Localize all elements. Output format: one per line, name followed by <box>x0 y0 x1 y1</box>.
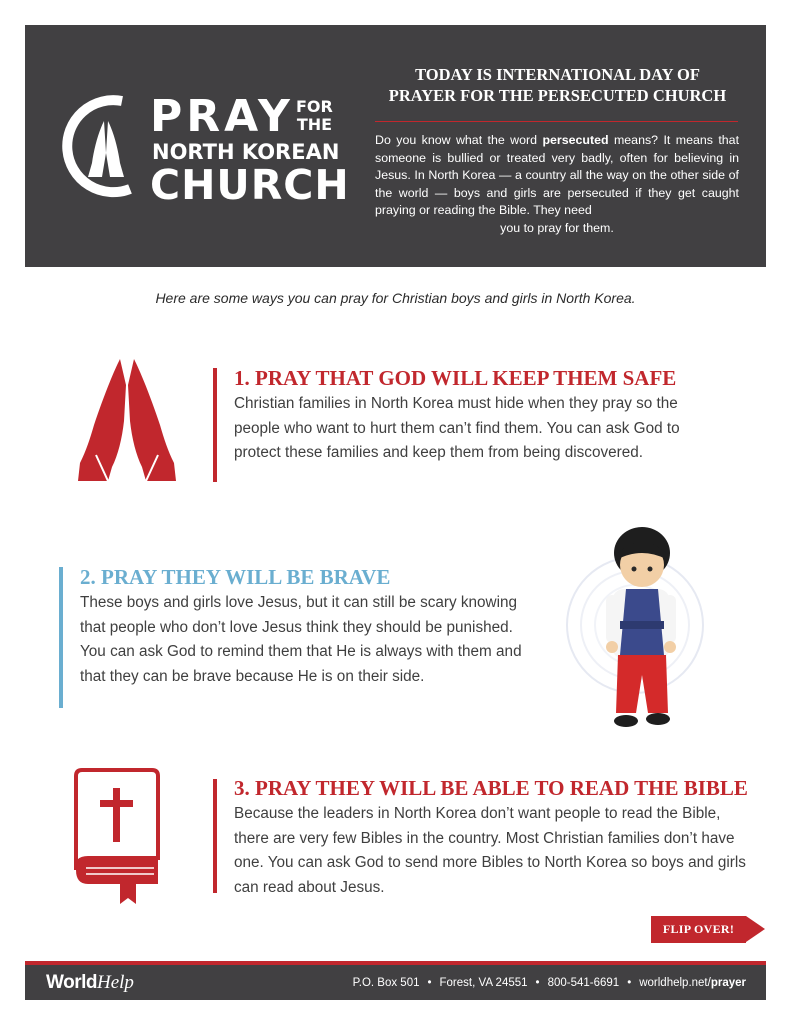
logo-for: FOR <box>296 97 333 116</box>
section2-accent-bar <box>59 567 63 708</box>
intro-text: Here are some ways you can pray for Christian boys and girls in North Korea. <box>155 290 636 306</box>
header-divider <box>375 121 738 122</box>
logo-the: THE <box>296 115 333 134</box>
header-title-line2: PRAYER FOR THE PERSECUTED CHURCH <box>388 86 727 105</box>
flip-over-label: FLIP OVER! <box>651 916 746 943</box>
header-text-after: means? It means that someone is bullied or treated very badly, often for believing in Jesus. In North Korea — a country all the way on the other side of the world — boys and girls are persecuted if they get caught praying or reading the Bible. They need <box>375 133 740 218</box>
footer-url-bold: prayer <box>710 977 746 989</box>
section3-accent-bar <box>213 779 217 893</box>
worldhelp-logo <box>46 972 134 994</box>
section1-title: 1. PRAY THAT GOD WILL KEEP THEM SAFE <box>234 366 677 390</box>
section3-body: Because the leaders in North Korea don’t want people to read the Bible, there are very few Bibles in the country. Most Christian families don’t have one. You can ask God to send more Bibles to North Korea so boys and girls can read about Jesus. <box>234 805 746 896</box>
bible-icon <box>68 768 164 906</box>
header-text-bold: persecuted <box>542 133 609 147</box>
footer-phone: 800-541-6691 <box>547 977 620 989</box>
header-title <box>365 64 750 106</box>
header-text-before: Do you know what the word <box>375 133 543 147</box>
section3-title: 3. PRAY THEY WILL BE ABLE TO READ THE BIBLE <box>234 776 748 800</box>
section2-title: 2. PRAY THEY WILL BE BRAVE <box>80 565 391 589</box>
flip-over-arrow <box>746 916 765 942</box>
footer-url-base: worldhelp.net/ <box>639 977 711 989</box>
footer-contact: P.O. Box 501 • Forest, VA 24551 • 800-541-6691 • worldhelp.net/prayer <box>352 977 746 989</box>
logo-church-text: CHURCH <box>150 161 350 209</box>
praying-hands-circle-logo <box>58 93 154 201</box>
footer-po-box: P.O. Box 501 <box>352 977 420 989</box>
section1-body: Christian families in North Korea must hide when they pray so the people who want to hurt them can’t find them. You can ask God to protect these families and keep them from being discovered. <box>234 395 680 461</box>
header-title-line1: TODAY IS INTERNATIONAL DAY OF <box>415 65 700 84</box>
logo-pray-text: PRAY <box>150 91 294 142</box>
worldhelp-logo-world: World <box>46 972 97 993</box>
logo-north-korean-text: NORTH KOREAN <box>152 140 340 164</box>
footer-city: Forest, VA 24551 <box>439 977 528 989</box>
footer-url[interactable] <box>639 977 746 989</box>
section2-body: These boys and girls love Jesus, but it can still be scary knowing that people who don’t love Jesus think they should be punished. You can ask God to remind them that He is always with them and that they can be brave because He is on their side. <box>80 594 522 685</box>
section1-accent-bar <box>213 368 217 482</box>
korean-boy-illustration <box>560 525 710 735</box>
praying-hands-icon <box>78 355 176 485</box>
logo-for-the-text <box>296 98 333 134</box>
header-paragraph <box>375 132 739 238</box>
worldhelp-logo-help: Help <box>96 972 134 993</box>
header-text-last: you to pray for them. <box>500 220 614 235</box>
